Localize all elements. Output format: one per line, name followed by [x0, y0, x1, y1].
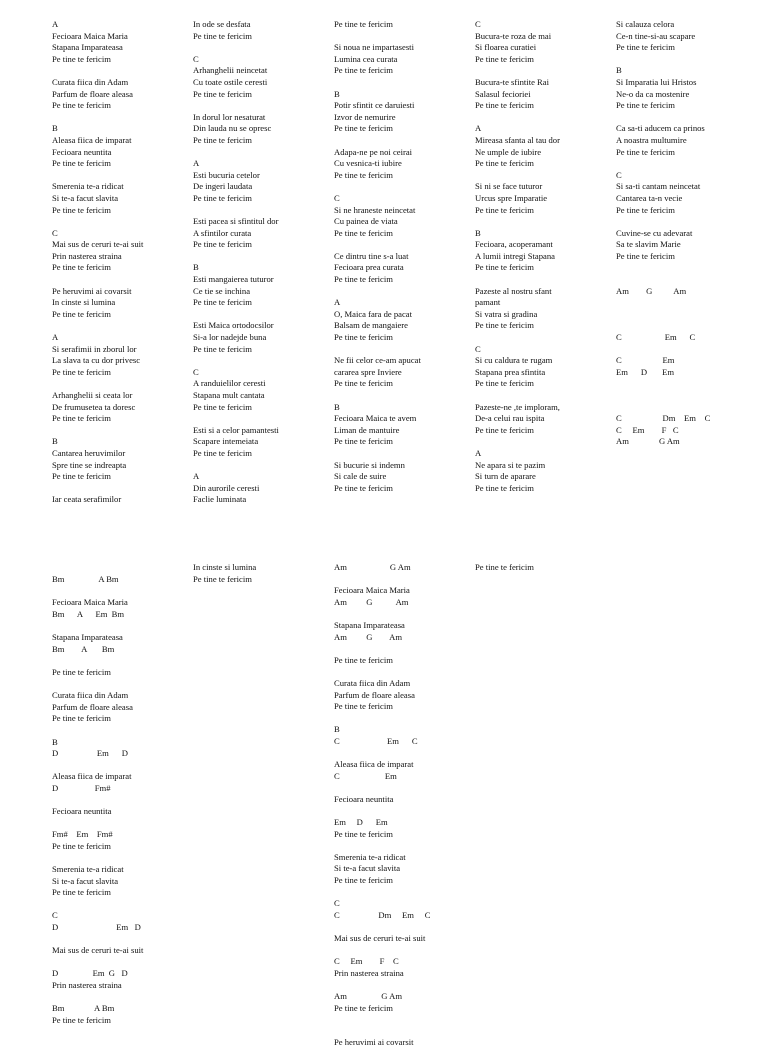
- lyric-line: Si-a lor nadejde buna: [193, 332, 267, 343]
- lyric-line: Si ne hraneste neincetat: [334, 204, 416, 215]
- lyric-line: Fecioara neuntita: [52, 806, 112, 817]
- lyric-line: Pe tine te fericim: [475, 562, 534, 572]
- lyric-line: Pe tine te fericim: [52, 713, 111, 724]
- lyric-line: Pe tine te fericim: [334, 169, 393, 180]
- lyric-line: Si noua ne impartasesti: [334, 42, 414, 53]
- lyric-line: pamant: [475, 297, 501, 308]
- lyric-line: Fecioara prea curata: [334, 262, 404, 273]
- lyric-line: Pe tine te fericim: [193, 573, 252, 584]
- lyric-line: Pe tine te fericim: [52, 1014, 111, 1025]
- blank-line: [334, 748, 474, 760]
- lyric-line: Potir sfintit ce daruiesti: [334, 100, 415, 111]
- lyric-line: Pe tine te fericim: [193, 297, 252, 308]
- column-5: [616, 19, 756, 448]
- lyric-line: B: [52, 123, 58, 134]
- lyric-line: Pe tine te fericim: [334, 274, 393, 285]
- lyric-line: Adapa-ne pe noi ceirai: [334, 146, 413, 157]
- lyric-line: De-a celui rau ispita: [475, 413, 545, 424]
- lyric-line: Em D Em: [334, 817, 388, 828]
- lyric-line: Pe tine te fericim: [616, 250, 675, 261]
- blank-line: [616, 390, 756, 402]
- lyric-line: D Em D: [52, 748, 128, 759]
- lyric-line: C: [475, 19, 481, 29]
- blank-line: [334, 840, 474, 852]
- blank-line: [334, 1014, 474, 1026]
- lyric-line: B: [334, 88, 340, 99]
- lyric-line: C Em C: [616, 332, 696, 343]
- lyric-line: Si bucurie si indemn: [334, 459, 405, 470]
- lyric-line: Bm A Bm: [52, 574, 119, 585]
- blank-line: [334, 979, 474, 991]
- blank-line: [52, 274, 192, 286]
- lyric-line: D Em G D: [52, 968, 128, 979]
- lyric-line: A: [475, 447, 482, 458]
- blank-line: [52, 551, 192, 563]
- blank-line: [334, 574, 474, 586]
- lyric-line: Pe tine te fericim: [52, 204, 111, 215]
- lyric-line: Parfum de floare aleasa: [334, 689, 415, 700]
- blank-line: [334, 887, 474, 899]
- lyric-line: Pe tine te fericim: [193, 343, 252, 354]
- blank-line: [334, 643, 474, 655]
- lyric-line: Pe tine te fericim: [52, 666, 111, 677]
- lyric-line: Pe tine te fericim: [334, 19, 393, 29]
- lyric-line: C: [616, 169, 622, 180]
- blank-line: [616, 344, 756, 356]
- blank-line: [52, 725, 192, 737]
- lyric-line: C: [52, 227, 58, 238]
- blank-line: [52, 852, 192, 864]
- lyric-line: Cu vesnica-ti iubire: [334, 158, 402, 169]
- lyric-line: Pe tine te fericim: [52, 53, 111, 64]
- lyric-line: Pe tine te fericim: [52, 471, 111, 482]
- blank-line: [475, 170, 615, 182]
- lyric-line: Ce tie se inchina: [193, 285, 251, 296]
- lyric-line: Iar ceata serafimilor: [52, 494, 122, 505]
- lyric-line: C Em: [616, 355, 675, 366]
- lyric-line: Mireasa sfanta al tau dor: [475, 134, 560, 145]
- lyric-line: Mai sus de ceruri te-ai suit: [334, 933, 426, 943]
- lyric-line: Prin nasterea straina: [52, 250, 122, 261]
- lyric-line: Pe tine te fericim: [334, 332, 393, 343]
- lyric-line: Fecioara Maica Maria: [334, 585, 410, 596]
- lyric-line: C Em C: [334, 735, 418, 746]
- lyric-line: Pe tine te fericim: [475, 378, 534, 389]
- lyric-line: Pe tine te fericim: [475, 158, 534, 169]
- lyric-line: C: [193, 366, 199, 377]
- lyric-line: C: [475, 343, 481, 354]
- lyric-line: De frumusetea ta doresc: [52, 401, 136, 412]
- lyric-line: Prin nasterea straina: [334, 967, 404, 978]
- blank-line: [334, 390, 474, 402]
- lyric-line: B: [334, 401, 340, 412]
- blank-line: [475, 390, 615, 402]
- lyric-line: Pe tine te fericim: [52, 413, 111, 424]
- blank-line: [52, 621, 192, 633]
- blank-line: [616, 309, 756, 321]
- blank-line: [52, 112, 192, 124]
- lyric-line: C: [52, 910, 58, 921]
- lyric-line: A sfintilor curata: [193, 227, 252, 238]
- column-3: [334, 19, 474, 494]
- lyric-line: Aleasa fiica de imparat: [52, 771, 132, 782]
- blank-line: [52, 655, 192, 667]
- blank-line: [334, 921, 474, 933]
- blank-line: [616, 320, 756, 332]
- blank-line: [52, 934, 192, 946]
- lyric-line: Pe tine te fericim: [193, 447, 252, 458]
- lyric-line: Fecioara Maica Maria: [52, 30, 128, 41]
- blank-line: [616, 54, 756, 66]
- lyric-line: Ce-n tine-si-au scapare: [616, 30, 696, 41]
- blank-line: [193, 100, 333, 112]
- lyric-line: Parfum de floare aleasa: [52, 88, 133, 99]
- column-9: [475, 562, 615, 574]
- lyric-line: Si floarea curatiei: [475, 42, 537, 53]
- blank-line: [334, 344, 474, 356]
- blank-line: [334, 448, 474, 460]
- lyric-line: Bm A Bm: [52, 1003, 115, 1014]
- lyric-line: Cu toate ostile ceresti: [193, 76, 268, 87]
- lyric-line: Pe tine te fericim: [52, 840, 111, 851]
- lyric-line: Pe tine te fericim: [475, 482, 534, 493]
- blank-line: [52, 818, 192, 830]
- blank-line: [334, 608, 474, 620]
- lyric-line: Am G Am: [334, 990, 403, 1001]
- lyric-line: Din aurorile ceresti: [193, 482, 260, 493]
- lyric-line: A lumii intregi Stapana: [475, 250, 555, 261]
- blank-line: [193, 42, 333, 54]
- blank-line: [193, 147, 333, 159]
- lyric-line: In dorul lor nesaturat: [193, 111, 266, 122]
- lyric-line: Prin nasterea straina: [52, 979, 122, 990]
- blank-line: [616, 297, 756, 309]
- lyric-line: Am G Am: [334, 562, 411, 572]
- lyric-line: C Dm Em C: [616, 413, 711, 424]
- blank-line: [475, 332, 615, 344]
- lyric-line: B: [193, 262, 199, 273]
- lyric-line: B: [334, 724, 340, 735]
- blank-line: [193, 309, 333, 321]
- lyric-line: Si serafimii in zborul lor: [52, 343, 137, 354]
- blank-line: [475, 65, 615, 77]
- lyric-line: A noastra multumire: [616, 134, 687, 145]
- lyric-line: Fecioara neuntita: [334, 793, 394, 804]
- lyric-line: Liman de mantuire: [334, 424, 400, 435]
- lyric-line: A: [475, 123, 482, 134]
- lyric-line: Pe tine te fericim: [52, 100, 111, 111]
- lyric-line: A randuielilor ceresti: [193, 378, 266, 389]
- blank-line: [334, 1026, 474, 1038]
- lyric-line: Si turn de aparare: [475, 471, 536, 482]
- lyric-line: Si te-a facut slavita: [52, 192, 119, 203]
- lyric-line: Mai sus de ceruri te-ai suit: [52, 239, 144, 250]
- blank-line: [616, 262, 756, 274]
- lyric-line: Pe tine te fericim: [334, 828, 393, 839]
- blank-line: [52, 899, 192, 911]
- lyric-line: Pe heruvimi ai covarsit: [52, 285, 132, 296]
- lyric-line: Cuvine-se cu adevarat: [616, 227, 693, 238]
- blank-line: [334, 666, 474, 678]
- lyric-line: Esti bucuria cetelor: [193, 169, 260, 180]
- lyric-line: Pe tine te fericim: [193, 401, 252, 412]
- blank-line: [334, 31, 474, 43]
- lyric-line: Fm# Em Fm#: [52, 829, 113, 840]
- lyric-line: Pe tine te fericim: [475, 53, 534, 64]
- lyric-line: Smerenia te-a ridicat: [334, 851, 406, 862]
- lyric-line: Scapare intemeiata: [193, 436, 259, 447]
- blank-line: [52, 679, 192, 691]
- blank-line: [52, 563, 192, 575]
- lyric-line: Esti si a celor pamantesti: [193, 424, 279, 435]
- lyric-line: Si sa-ti cantam neincetat: [616, 181, 701, 192]
- lyric-line: Pe tine te fericim: [193, 192, 252, 203]
- lyric-line: Bm A Bm: [52, 643, 115, 654]
- blank-line: [475, 216, 615, 228]
- blank-line: [334, 135, 474, 147]
- column-7: [193, 562, 333, 585]
- lyric-line: A: [52, 19, 59, 29]
- blank-line: [334, 239, 474, 251]
- lyric-line: B: [52, 736, 58, 747]
- blank-line: [475, 112, 615, 124]
- lyric-line: Esti pacea si sfintitul dor: [193, 216, 279, 227]
- lyric-line: Pe tine te fericim: [52, 366, 111, 377]
- lyric-line: Pazeste al nostru sfant: [475, 285, 552, 296]
- lyric-line: Pe heruvimi ai covarsit: [334, 1037, 414, 1048]
- lyric-line: Pe tine te fericim: [334, 1002, 393, 1013]
- lyric-line: Pe tine te fericim: [52, 158, 111, 169]
- lyric-line: Urcus spre Imparatie: [475, 192, 548, 203]
- lyric-line: Pe tine te fericim: [475, 262, 534, 273]
- lyric-line: Pe tine te fericim: [193, 134, 252, 145]
- lyric-line: Lumina cea curata: [334, 53, 398, 64]
- lyric-line: Stapana prea sfintita: [475, 366, 546, 377]
- lyric-line: Pe tine te fericim: [616, 42, 675, 53]
- lyric-line: Faclie luminata: [193, 494, 247, 505]
- lyric-line: Pe tine te fericim: [616, 204, 675, 215]
- blank-line: [475, 436, 615, 448]
- blank-line: [334, 805, 474, 817]
- lyric-line: Stapana Imparateasa: [334, 619, 405, 630]
- blank-line: [334, 782, 474, 794]
- blank-line: [616, 274, 756, 286]
- lyric-line: Pe tine te fericim: [334, 701, 393, 712]
- lyric-line: La slava ta cu dor privesc: [52, 355, 141, 366]
- lyric-line: Pe tine te fericim: [334, 875, 393, 886]
- lyric-line: Pe tine te fericim: [334, 378, 393, 389]
- lyric-line: Pe tine te fericim: [475, 424, 534, 435]
- lyric-line: B: [52, 436, 58, 447]
- lyric-line: B: [616, 65, 622, 76]
- lyric-line: D Fm#: [52, 782, 111, 793]
- lyric-line: Fecioara Maica Maria: [52, 597, 128, 608]
- lyric-line: C: [334, 192, 340, 203]
- lyric-line: Curata fiica din Adam: [52, 690, 129, 701]
- lyric-line: Si te-a facut slavita: [334, 863, 401, 874]
- blank-line: [52, 170, 192, 182]
- lyric-line: Em D Em: [616, 366, 675, 377]
- lyric-line: Parfum de floare aleasa: [52, 701, 133, 712]
- blank-line: [616, 112, 756, 124]
- lyric-line: Ne umple de iubire: [475, 146, 542, 157]
- lyric-line: In cinste si lumina: [52, 297, 116, 308]
- blank-line: [616, 402, 756, 414]
- blank-line: [52, 957, 192, 969]
- blank-line: [616, 216, 756, 228]
- lyric-line: A: [193, 471, 200, 482]
- lyric-line: Spre tine se indreapta: [52, 459, 127, 470]
- lyric-line: Aleasa fiica de imparat: [334, 759, 414, 770]
- blank-line: [52, 320, 192, 332]
- lyric-line: Si cale de suire: [334, 471, 387, 482]
- lyric-line: Pazeste-ne ,te imploram,: [475, 401, 560, 412]
- lyric-line: Aleasa fiica de imparat: [52, 134, 132, 145]
- lyric-line: Am G Am: [616, 436, 680, 447]
- lyric-line: Smerenia te-a ridicat: [52, 864, 124, 875]
- blank-line: [334, 713, 474, 725]
- lyric-line: Pe tine te fericim: [334, 482, 393, 493]
- blank-line: [193, 413, 333, 425]
- blank-line: [334, 945, 474, 957]
- blank-line: [193, 205, 333, 217]
- lyric-line: Pe tine te fericim: [334, 65, 393, 76]
- lyric-line: Bucura-te sfintite Rai: [475, 76, 549, 87]
- blank-line: [52, 483, 192, 495]
- lyric-line: Si cu caldura te rugam: [475, 355, 553, 366]
- blank-line: [334, 181, 474, 193]
- lyric-line: Pe tine te fericim: [52, 308, 111, 319]
- lyric-line: Pe tine te fericim: [334, 123, 393, 134]
- lyric-line: Ne-o da ca mostenire: [616, 88, 690, 99]
- lyric-line: Esti Maica ortodocsilor: [193, 320, 274, 331]
- lyric-line: Ne fii celor ce-am apucat: [334, 355, 421, 366]
- lyric-line: Balsam de mangaiere: [334, 320, 408, 331]
- lyric-line: Ne apara si te pazim: [475, 459, 546, 470]
- lyric-line: Smerenia te-a ridicat: [52, 181, 124, 192]
- lyric-line: Curata fiica din Adam: [334, 677, 411, 688]
- lyric-line: C: [193, 53, 199, 64]
- blank-line: [475, 274, 615, 286]
- column-1: [52, 19, 192, 506]
- blank-line: [52, 760, 192, 772]
- lyric-line: Pe tine te fericim: [334, 436, 393, 447]
- lyric-line: In ode se desfata: [193, 19, 251, 29]
- blank-line: [52, 794, 192, 806]
- lyric-line: Pe tine te fericim: [475, 204, 534, 215]
- lyric-line: Cantarea heruvimilor: [52, 447, 126, 458]
- lyric-line: B: [475, 227, 481, 238]
- lyric-line: Am G Am: [334, 596, 409, 607]
- lyric-line: C Dm Em C: [334, 909, 431, 920]
- blank-line: [334, 77, 474, 89]
- lyric-line: Si ni se face tuturor: [475, 181, 543, 192]
- lyric-line: Cu painea de viata: [334, 216, 398, 227]
- lyric-line: Arhanghelii neincetat: [193, 65, 268, 76]
- column-4: [475, 19, 615, 494]
- lyric-line: cararea spre Inviere: [334, 366, 402, 377]
- blank-line: [616, 158, 756, 170]
- lyric-line: A: [334, 297, 341, 308]
- lyric-line: Pe tine te fericim: [334, 227, 393, 238]
- lyric-line: A: [52, 332, 59, 343]
- column-6: [52, 551, 192, 1026]
- lyric-line: C Em: [334, 770, 397, 781]
- lyric-line: Curata fiica din Adam: [52, 76, 129, 87]
- lyric-line: Pe tine te fericim: [193, 239, 252, 250]
- lyric-line: Pe tine te fericim: [52, 887, 111, 898]
- blank-line: [193, 460, 333, 472]
- lyric-line: Bucura-te roza de mai: [475, 30, 552, 41]
- lyric-line: Sa te slavim Marie: [616, 239, 681, 250]
- lyric-line: Pe tine te fericim: [616, 146, 675, 157]
- lyric-line: Salasul fecioriei: [475, 88, 531, 99]
- lyric-line: Din lauda nu se opresc: [193, 123, 272, 134]
- lyric-line: Pe tine te fericim: [193, 30, 252, 41]
- blank-line: [193, 251, 333, 263]
- lyric-line: Si Imparatia lui Hristos: [616, 76, 697, 87]
- lyric-line: Arhanghelii si ceata lor: [52, 390, 133, 400]
- lyric-line: C Em F C: [334, 956, 399, 967]
- lyric-line: Stapana Imparateasa: [52, 632, 123, 643]
- lyric-line: Pe tine te fericim: [616, 100, 675, 111]
- lyric-line: Esti mangaierea tuturor: [193, 274, 274, 285]
- lyric-line: Si calauza celora: [616, 19, 675, 29]
- blank-line: [193, 355, 333, 367]
- lyric-line: O, Maica fara de pacat: [334, 308, 413, 319]
- lyric-line: Ca sa-ti aducem ca prinos: [616, 123, 705, 134]
- blank-line: [52, 378, 192, 390]
- blank-line: [334, 286, 474, 298]
- lyric-line: Bm A Em Bm: [52, 608, 125, 619]
- blank-line: [52, 65, 192, 77]
- lyric-line: C Em F C: [616, 424, 679, 435]
- lyric-line: Stapana Imparateasa: [52, 42, 123, 53]
- lyric-line: Pe tine te fericim: [193, 88, 252, 99]
- lyric-line: C: [334, 898, 340, 909]
- lyric-line: Si vatra si gradina: [475, 308, 538, 319]
- blank-line: [52, 425, 192, 437]
- lyric-line: Fecioara Maica te avem: [334, 413, 417, 424]
- lyric-line: Stapana mult cantata: [193, 390, 265, 400]
- lyric-line: Mai sus de ceruri te-ai suit: [52, 945, 144, 956]
- lyric-line: Izvor de nemurire: [334, 111, 396, 122]
- lyric-line: Ce dintru tine s-a luat: [334, 250, 409, 261]
- blank-line: [52, 216, 192, 228]
- lyric-line: Am G Am: [616, 285, 687, 296]
- lyric-line: Pe tine te fericim: [475, 100, 534, 111]
- column-8: [334, 562, 474, 1049]
- lyric-line: In cinste si lumina: [193, 562, 257, 572]
- lyric-line: Pe tine te fericim: [334, 654, 393, 665]
- lyric-line: Pe tine te fericim: [52, 262, 111, 273]
- blank-line: [52, 586, 192, 598]
- lyric-line: Pe tine te fericim: [475, 320, 534, 331]
- lyric-line: De ingeri laudata: [193, 181, 253, 192]
- blank-line: [52, 992, 192, 1004]
- column-2: [193, 19, 333, 506]
- blank-line: [616, 378, 756, 390]
- lyric-line: D Em D: [52, 922, 141, 932]
- lyric-line: Si te-a facut slavita: [52, 875, 119, 886]
- lyric-line: Cantarea ta-n vecie: [616, 192, 683, 203]
- lyric-line: Fecioara, acoperamant: [475, 239, 553, 250]
- lyric-line: Am G Am: [334, 631, 403, 642]
- lyric-line: A: [193, 158, 200, 169]
- lyric-line: Fecioara neuntita: [52, 146, 112, 157]
